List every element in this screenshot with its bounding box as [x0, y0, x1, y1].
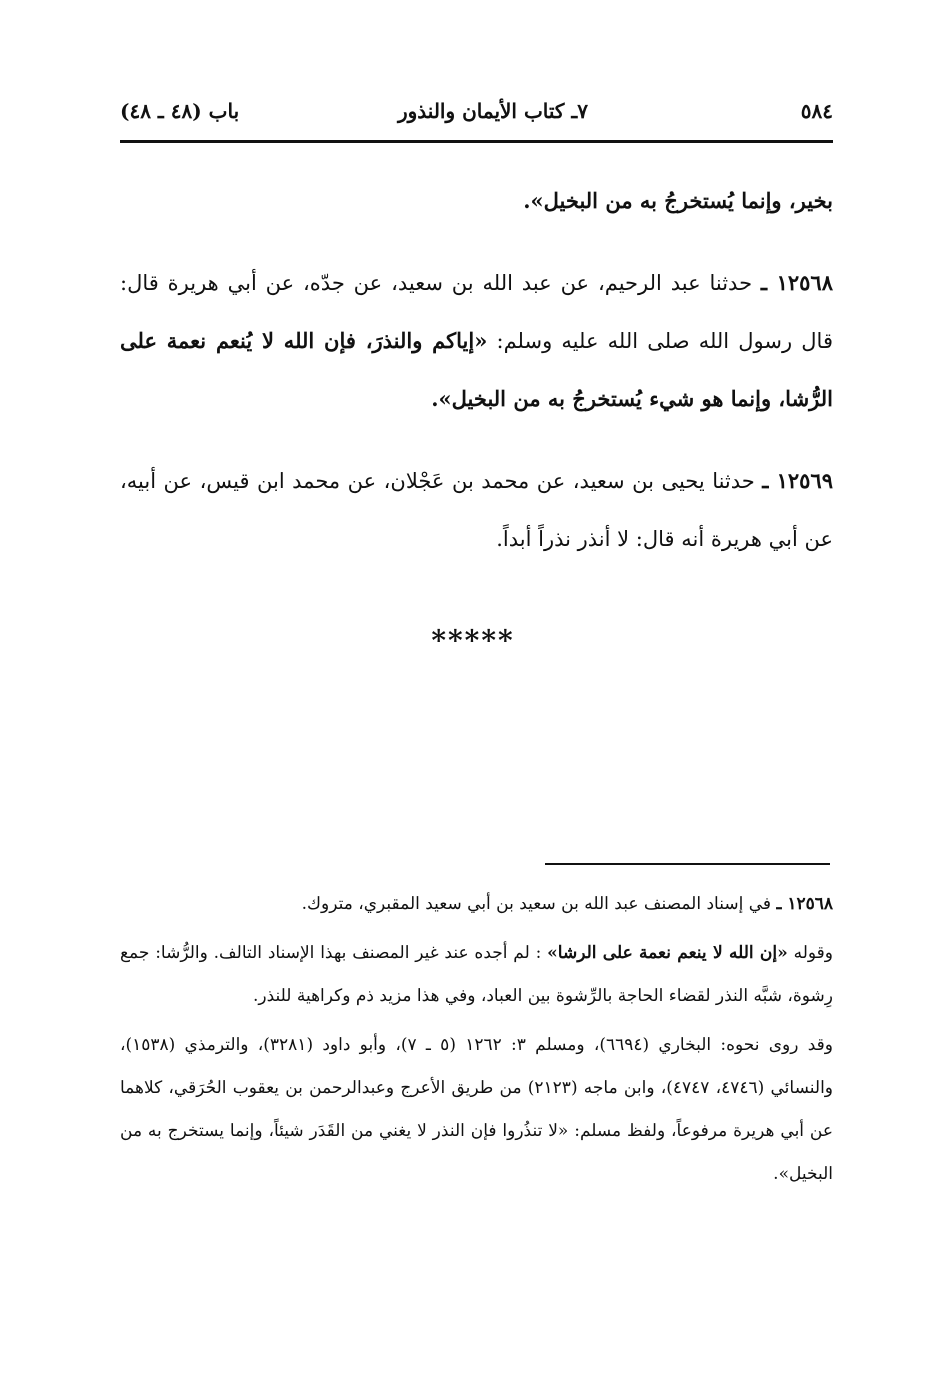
- footnotes: [120, 883, 833, 1202]
- footnote-text: : لم أجده عند غير المصنف بهذا الإسناد التالف. والرُّشا: جمع رِشوة، شبَّه النذر لقضاء الحاجة بالرِّشوة بين العباد، وفي هذا مزيد ذم وكراهية للنذر.: [120, 943, 833, 1006]
- hadith-isnad: حدثنا عبد الرحيم، عن عبد الله بن سعيد، عن جدّه، عن أبي هريرة قال: قال رسول الله صلى الله عليه وسلم:: [120, 271, 833, 353]
- footnote-text: في إسناد المصنف عبد الله بن سعيد بن أبي سعيد المقبري، متروك.: [301, 894, 772, 914]
- footnote-lead: وقوله: [793, 943, 833, 963]
- hadith-quote: بخير، وإنما يُستخرجُ به من البخيل».: [523, 188, 833, 213]
- hadith-number: ١٢٥٦٨ ـ: [760, 270, 833, 295]
- footnote-comment: [120, 932, 833, 1018]
- footnote-number: ١٢٥٦٨ ـ: [776, 894, 833, 914]
- book-title: ٧ـ كتاب الأيمان والنذور: [397, 99, 588, 123]
- hadith-quote: «إياكم والنذرَ، فإن الله لا يُنعم نعمة على الرُّشا، وإنما هو شيء يُستخرجُ به من البخيل».: [120, 328, 833, 411]
- header-rule: [120, 140, 833, 143]
- hadith-isnad: حدثنا يحيى بن سعيد، عن محمد بن عَجْلان، عن محمد ابن قيس، عن أبيه، عن أبي هريرة أنه قال: لا أنذر نذراً أبداً.: [120, 469, 833, 551]
- footnote-rule: [545, 863, 830, 865]
- section-separator: *****: [431, 624, 515, 657]
- hadith-number: ١٢٥٦٩ ـ: [762, 468, 833, 493]
- footnote-references: [120, 1024, 833, 1196]
- hadith-12568: [120, 254, 833, 428]
- hadith-12569: [120, 452, 833, 568]
- main-text: [120, 172, 833, 592]
- running-head: [120, 94, 833, 128]
- paragraph-continuation: [120, 172, 833, 230]
- footnote-text: وقد روى نحوه: البخاري (٦٦٩٤)، ومسلم ٣: ١٢٦٢ (٥ ـ ٧)، وأبو داود (٣٢٨١)، والترمذي (١٥٣٨)، والنسائي (٤٧٤٦، ٤٧٤٧)، وابن ماجه (٢١٢٣) من طريق الأعرج وعبدالرحمن بن يعقوب الحُرَقي، كلاهما عن أبي هريرة مرفوعاً، ولفظ مسلم: «لا تنذُروا فإن النذر لا يغني من القَدَر شيئاً، وإنما يستخرج به من البخيل».: [120, 1035, 833, 1184]
- footnote-quote: «إن الله لا ينعم نعمة على الرشا»: [547, 943, 788, 963]
- page-number: ٥٨٤: [800, 99, 833, 123]
- chapter-title: باب (٤٨ ـ ٤٨): [120, 99, 240, 123]
- footnote-12568: [120, 883, 833, 926]
